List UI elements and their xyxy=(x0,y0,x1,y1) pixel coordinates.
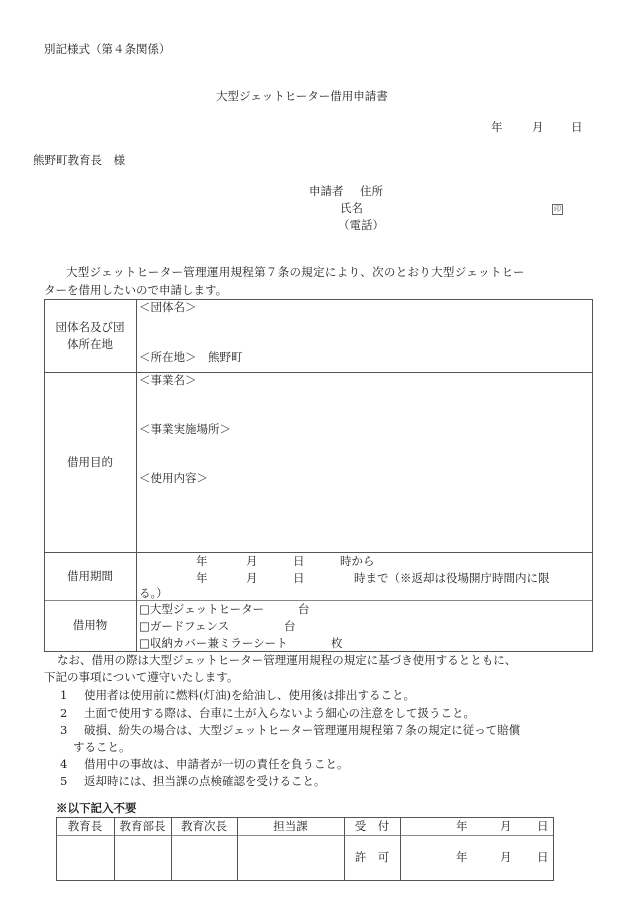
addressee: 熊野町教育長 様 xyxy=(33,153,125,167)
term-4-num: 4 xyxy=(60,757,68,771)
term-3-text: 破損、紛失の場合は、大型ジェットヒーター管理運用規程第７条の規定に従って賠償 xyxy=(84,723,521,737)
period-note-cont: る。） xyxy=(139,586,168,600)
term-2-num: 2 xyxy=(60,706,68,720)
phone-label: （電話） xyxy=(338,218,384,232)
terms-intro-2: 下記の事項について遵守いたします。 xyxy=(44,670,239,684)
items-label: 借用物 xyxy=(72,618,108,633)
term-4-text: 借用中の事故は、申請者が一切の責任を負うこと。 xyxy=(84,757,349,771)
checkbox-guard-fence[interactable]: □ガードフェンス xyxy=(139,619,230,633)
document-title: 大型ジェットヒーター借用申請書 xyxy=(216,89,388,103)
office-use-note: ※以下記入不要 xyxy=(56,801,137,815)
term-1-text: 使用者は使用前に燃料(灯油)を給油し、使用後は排出すること。 xyxy=(84,688,415,702)
intro-line-2: ターを借用したいので申請します。 xyxy=(44,283,228,297)
permit-label: 許 可 xyxy=(354,850,390,865)
org-name-field[interactable]: ＜団体名＞ xyxy=(139,300,197,314)
org-label: 団体名及び団 体所在地 xyxy=(55,319,125,351)
term-5-text: 返却時には、担当課の点検確認を受けること。 xyxy=(84,774,326,788)
term-3-num: 3 xyxy=(60,723,68,737)
header-superintendent: 教育長 xyxy=(67,818,103,833)
project-place-field[interactable]: ＜事業実施場所＞ xyxy=(139,422,231,436)
seal-icon: 印 xyxy=(554,205,561,213)
form-label: 別記様式（第４条関係） xyxy=(44,42,171,56)
header-education-director: 教育部長 xyxy=(119,818,166,833)
header-section-in-charge: 担当課 xyxy=(273,818,308,833)
intro-line-1: 大型ジェットヒーター管理運用規程第７条の規定により、次のとおり大型ジェットヒー xyxy=(66,265,525,279)
applicant-label: 申請者 xyxy=(309,184,344,198)
checkbox-cover-sheet[interactable]: □収納カバー兼ミラーシート xyxy=(139,636,288,650)
org-location-field[interactable]: ＜所在地＞ 熊野町 xyxy=(139,350,243,364)
term-3-cont: すること。 xyxy=(73,740,131,754)
period-label: 借用期間 xyxy=(67,568,113,583)
address-label: 住所 xyxy=(360,184,383,198)
date-day: 日 xyxy=(571,120,583,134)
date-year: 年 xyxy=(491,120,503,134)
date-month: 月 xyxy=(532,120,544,134)
term-5-num: 5 xyxy=(60,774,68,788)
term-1-num: 1 xyxy=(60,688,68,702)
terms-intro-1: なお、借用の際は大型ジェットヒーター管理運用規程の規定に基づき使用するとともに、 xyxy=(57,653,517,667)
usage-field[interactable]: ＜使用内容＞ xyxy=(139,471,208,485)
received-label: 受 付 xyxy=(354,818,390,833)
purpose-label: 借用目的 xyxy=(67,454,113,469)
name-label: 氏名 xyxy=(340,201,363,215)
term-2-text: 土面で使用する際は、台車に土が入らないよう細心の注意をして扱うこと。 xyxy=(84,706,475,720)
header-deputy-director: 教育次長 xyxy=(181,818,227,833)
checkbox-jet-heater[interactable]: □大型ジェットヒーター xyxy=(139,602,265,616)
project-name-field[interactable]: ＜事業名＞ xyxy=(139,373,197,387)
